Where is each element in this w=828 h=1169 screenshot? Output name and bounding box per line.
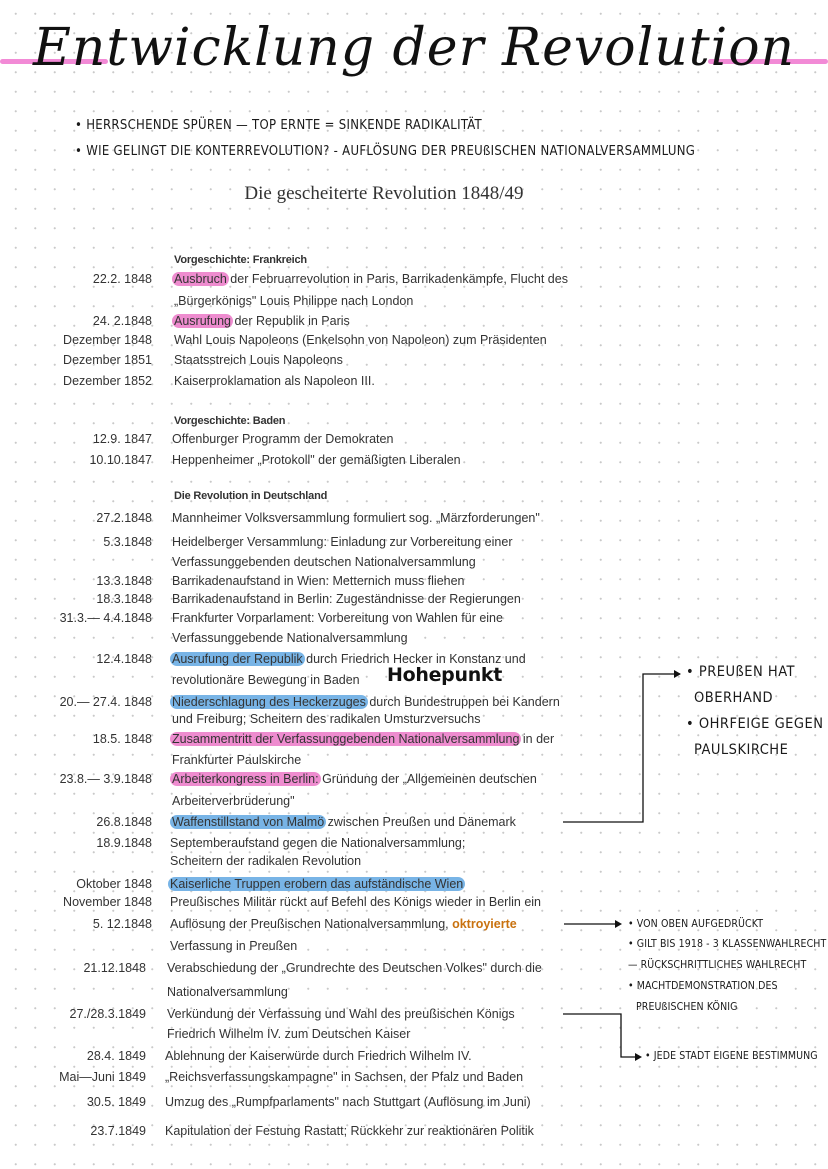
entry-text-line2: Arbeiterverbrüderung": [172, 794, 295, 808]
entry-text: Mannheimer Volksversammlung formuliert sog. „Märzforderungen": [172, 511, 540, 525]
entry-date: 31.3.— 4.4.1848: [59, 611, 152, 625]
entry-text-rest: Auflösung der Preußischen Nationalversammlung,: [170, 917, 453, 931]
entry-text-rest: zwischen Preußen und Dänemark: [324, 815, 516, 829]
entry-date: Oktober 1848: [76, 877, 152, 891]
side-note-preussen-3: • OHRFEIGE GEGEN: [686, 716, 824, 732]
side-note-preussen-4: PAULSKIRCHE: [694, 742, 789, 758]
entry-text-rest: der Februarrevolution in Paris, Barrikadenkämpfe, Flucht des: [226, 272, 568, 286]
entry-text-rest: in der: [519, 732, 555, 746]
entry-text-line2: und Freiburg; Scheitern des radikalen Umsturzversuchs: [172, 712, 481, 726]
highlight-pink: Arbeiterkongress in Berlin:: [172, 772, 319, 786]
document-title: Die gescheiterte Revolution 1848/49: [244, 183, 524, 204]
entry-date: 12.9. 1847: [92, 432, 152, 446]
entry-text: Ablehnung der Kaiserwürde durch Friedrich Wilhelm IV.: [165, 1049, 472, 1063]
highlight-orange: oktroyierte: [452, 917, 517, 931]
side-note-oktroyiert-4: • MACHTDEMONSTRATION DES: [628, 980, 778, 992]
entry-text-rest: durch Friedrich Hecker in Konstanz und: [302, 652, 526, 666]
entry-date: 21.12.1848: [83, 961, 146, 975]
entry-date: 18.5. 1848: [92, 732, 152, 746]
entry-text-line2: Verfassunggebenden deutschen Nationalversammlung: [172, 555, 476, 569]
entry-date: 12.4.1848: [96, 652, 152, 666]
highlight-blue: Kaiserliche Truppen erobern das aufständische Wien: [170, 877, 464, 891]
arrow-malmoe: [563, 674, 680, 822]
entry-date: 30.5. 1849: [86, 1095, 146, 1109]
entry-date: Dezember 1851: [63, 353, 152, 367]
side-note-oktroyiert-5: PREUßISCHEN KÖNIG: [636, 1001, 738, 1013]
entry-date: 18.3.1848: [96, 592, 152, 606]
entry-text-rest: durch Bundestruppen bei Kandern: [365, 695, 560, 709]
entry-date: Mai—Juni 1849: [59, 1070, 146, 1084]
entry-date: 28.4. 1849: [86, 1049, 146, 1063]
entry-text: Umzug des „Rumpfparlaments" nach Stuttgart (Auflösung im Juni): [165, 1095, 531, 1109]
side-note-preussen-2: OBERHAND: [694, 690, 774, 706]
arrow-head-reichsverfassung: [635, 1053, 642, 1061]
highlight-pink: Zusammentritt der Verfassunggebenden Nationalversammlung: [172, 732, 520, 746]
highlight-pink: Ausrufung: [174, 314, 231, 328]
entry-text-line2: „Bürgerkönigs" Louis Philippe nach London: [174, 294, 414, 308]
entry-text-line2: Frankfurter Paulskirche: [172, 753, 302, 767]
entry-date: 24. 2.1848: [92, 314, 152, 328]
entry-text: Verabschiedung der „Grundrechte des Deutschen Volkes" durch die: [167, 961, 542, 975]
entry-text: Preußisches Militär rückt auf Befehl des Königs wieder in Berlin ein: [170, 895, 542, 909]
entry-date: 10.10.1847: [89, 453, 152, 467]
highlight-blue: Waffenstillstand von Malmö: [172, 815, 325, 829]
highlight-blue: Ausrufung der Republik: [172, 652, 303, 666]
entry-text: Barrikadenaufstand in Berlin: Zugeständnisse der Regierungen: [172, 592, 521, 606]
entry-date: 5.3.1848: [103, 535, 152, 549]
entry-text-line2: Friedrich Wilhelm IV. zum Deutschen Kaiser: [167, 1027, 411, 1041]
entry-date: 23.7.1849: [90, 1124, 146, 1138]
side-note-oktroyiert-3: — RÜCKSCHRITTLICHES WAHLRECHT: [628, 959, 807, 971]
entry-text: Offenburger Programm der Demokraten: [172, 432, 394, 446]
entry-date: 23.8.— 3.9.1848: [59, 772, 152, 786]
entry-text: Verkündung der Verfassung und Wahl des preußischen Königs: [167, 1007, 515, 1021]
highlight-blue: Niederschlagung des Heckerzuges: [172, 695, 366, 709]
entry-text: Kapitulation der Festung Rastatt; Rückkehr zur reaktionären Politik: [165, 1124, 534, 1138]
page-title: Entwicklung der Revolution: [32, 18, 796, 78]
entry-text: Kaiserproklamation als Napoleon III.: [174, 374, 375, 388]
entry-date: 5. 12.1848: [92, 917, 152, 931]
entry-date: 26.8.1848: [96, 815, 152, 829]
side-note-oktroyiert-1: • VON OBEN AUFGEDRÜCKT: [628, 918, 764, 930]
entry-date: 20.— 27.4. 1848: [59, 695, 152, 709]
entry-text-rest: Gründung der „Allgemeinen deutschen: [318, 772, 537, 786]
entry-text: Barrikadenaufstand in Wien: Metternich muss fliehen: [172, 574, 465, 588]
entry-text-line2: revolutionäre Bewegung in Baden: [172, 673, 360, 687]
side-note-oktroyiert-2: • GILT BIS 1918 - 3 KLASSENWAHLRECHT: [628, 938, 827, 950]
side-note-preussen-1: • PREUßEN HAT: [686, 664, 795, 680]
arrow-head-oktroyiert: [615, 920, 622, 928]
entry-text-rest: der Republik in Paris: [230, 314, 350, 328]
entry-date: 18.9.1848: [96, 836, 152, 850]
entry-date: 27./28.3.1849: [69, 1007, 146, 1021]
entry-text-line2: Verfassunggebende Nationalversammlung: [172, 631, 408, 645]
entry-text: Septemberaufstand gegen die Nationalversammlung;: [170, 836, 466, 850]
entry-text: Wahl Louis Napoleons (Enkelsohn von Napoleon) zum Präsidenten: [174, 333, 547, 347]
section-frankreich: Vorgeschichte: Frankreich: [174, 254, 307, 266]
hohepunkt-annotation: Hohepunkt: [387, 664, 503, 686]
entry-date: Dezember 1848: [63, 333, 152, 347]
note-konterrevolution: • WIE GELINGT DIE KONTERREVOLUTION? - AUFLÖSUNG DER PREUßISCHEN NATIONALVERSAMMLUNG: [75, 144, 696, 159]
entry-date: 22.2. 1848: [92, 272, 152, 286]
entry-text: Heppenheimer „Protokoll" der gemäßigten Liberalen: [172, 453, 461, 467]
entry-date: 13.3.1848: [96, 574, 152, 588]
section-baden: Vorgeschichte: Baden: [174, 415, 286, 427]
highlight-pink: Ausbruch: [174, 272, 227, 286]
entry-text: Staatsstreich Louis Napoleons: [174, 353, 343, 367]
entry-text-line2: Verfassung in Preußen: [170, 939, 298, 953]
side-note-reich: • JEDE STADT EIGENE BESTIMMUNG: [645, 1050, 818, 1062]
arrow-head-malmoe: [674, 670, 681, 678]
entry-date: November 1848: [63, 895, 152, 909]
entry-text-line2: Scheitern der radikalen Revolution: [170, 854, 362, 868]
entry-text: Frankfurter Vorparlament: Vorbereitung von Wahlen für eine: [172, 611, 503, 625]
entry-text: „Reichsverfassungskampagne" in Sachsen, der Pfalz und Baden: [165, 1070, 524, 1084]
note-herrschende: • HERRSCHENDE SPÜREN — TOP ERNTE = SINKENDE RADIKALITÄT: [75, 118, 482, 133]
entry-date: 27.2.1848: [96, 511, 152, 525]
entry-text-line2: Nationalversammlung: [167, 985, 288, 999]
entry-text: Heidelberger Versammlung: Einladung zur Vorbereitung einer: [172, 535, 513, 549]
arrow-reichsverfassung: [563, 1014, 640, 1057]
entry-date: Dezember 1852: [63, 374, 152, 388]
section-deutschland: Die Revolution in Deutschland: [174, 490, 328, 502]
